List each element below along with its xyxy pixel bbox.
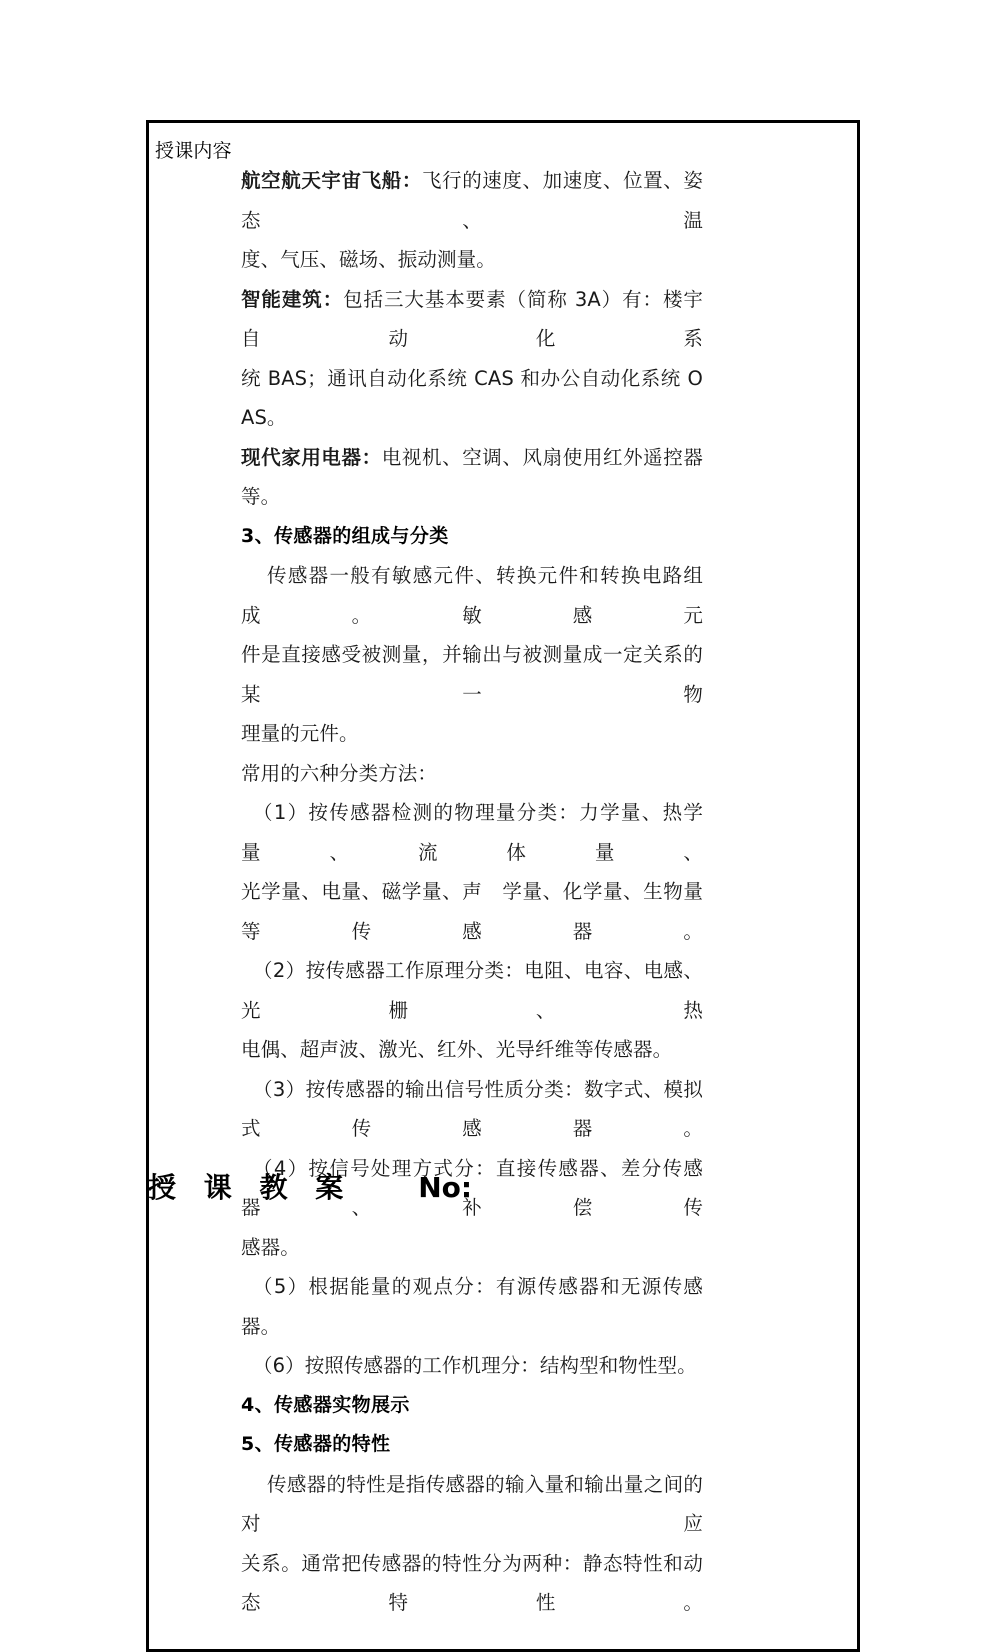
teaching-content-body-cell <box>237 122 711 1651</box>
paragraph-aerospace-line-1 <box>241 161 703 240</box>
list-item-3-line-1: （3）按传感器的输出信号性质分类：数字式、模拟式传感器。 <box>241 1077 703 1140</box>
aerospace-line-1-text: 飞行的速度、加速度、位置、姿态、温 <box>241 169 703 232</box>
aerospace-lead-label: 航空航天宇宙飞船： <box>241 169 422 192</box>
teaching-content-label: 授课内容 <box>155 140 232 162</box>
footer-title-text: 授 课 教 案 <box>148 1171 353 1204</box>
heading-3-composition-classification: 3、传感器的组成与分类 <box>241 524 449 547</box>
footer-number-label: No: <box>418 1171 473 1204</box>
footer-lesson-plan-title <box>148 1168 472 1208</box>
list-item-4-line-1: （4）按信号处理方式分：直接传感器、差分传感器、补偿传 <box>241 1156 703 1219</box>
home-appliance-lead-label: 现代家用电器： <box>241 445 382 469</box>
paragraph-smart-building-line-2: 统 BAS；通讯自动化系统 CAS 和办公自动化系统 OAS。 <box>241 366 703 429</box>
paragraph-composition-line-3: 理量的元件。 <box>241 722 359 745</box>
notes-column-cell <box>711 122 859 1651</box>
paragraph-aerospace-line-2: 度、气压、磁场、振动测量。 <box>241 248 496 271</box>
paragraph-home-appliance-line-1 <box>241 438 703 517</box>
paragraph-characteristics-line-2: 关系。通常把传感器的特性分为两种：静态特性和动态特性。 <box>241 1551 703 1614</box>
lesson-body <box>237 123 711 1649</box>
table-row <box>148 122 859 1651</box>
paragraph-smart-building-line-1 <box>241 280 703 359</box>
notes-column-content <box>711 123 857 1083</box>
heading-5-sensor-characteristics: 5、传感器的特性 <box>241 1433 391 1455</box>
paragraph-composition-line-2: 件是直接感受被测量，并输出与被测量成一定关系的某一物 <box>241 643 703 706</box>
list-item-5-line-1: （5）根据能量的观点分：有源传感器和无源传感器。 <box>241 1275 703 1338</box>
lesson-plan-table <box>146 120 860 1652</box>
list-item-1-line-1: （1）按传感器检测的物理量分类：力学量、热学量、流体量、 <box>241 801 703 864</box>
list-item-6-line-1: （6）按照传感器的工作机理分：结构型和物性型。 <box>253 1354 697 1377</box>
paragraph-six-methods-intro: 常用的六种分类方法： <box>241 761 438 785</box>
teaching-content-label-cell <box>148 122 238 1651</box>
list-item-1-line-2: 光学量、电量、磁学量、声 学量、化学量、生物量等传感器。 <box>241 880 703 943</box>
paragraph-composition-line-1: 传感器一般有敏感元件、转换元件和转换电路组成。敏感元 <box>241 564 703 627</box>
smart-building-line-1-text: 包括三大基本要素（简称 3A）有：楼宇自动化系 <box>241 287 703 350</box>
list-item-2-line-2: 电偶、超声波、激光、红外、光导纤维等传感器。 <box>241 1038 673 1061</box>
list-item-2-line-1: （2）按传感器工作原理分类：电阻、电容、电感、光栅、热 <box>241 959 703 1022</box>
heading-4-sensor-demo: 4、传感器实物展示 <box>241 1393 410 1416</box>
paragraph-characteristics-line-1: 传感器的特性是指传感器的输入量和输出量之间的对应 <box>241 1472 703 1535</box>
smart-building-lead-label: 智能建筑： <box>241 287 344 311</box>
list-item-4-line-2: 感器。 <box>241 1235 300 1259</box>
home-appliance-line-1-text: 电视机、空调、风扇使用红外遥控器等。 <box>241 445 703 508</box>
